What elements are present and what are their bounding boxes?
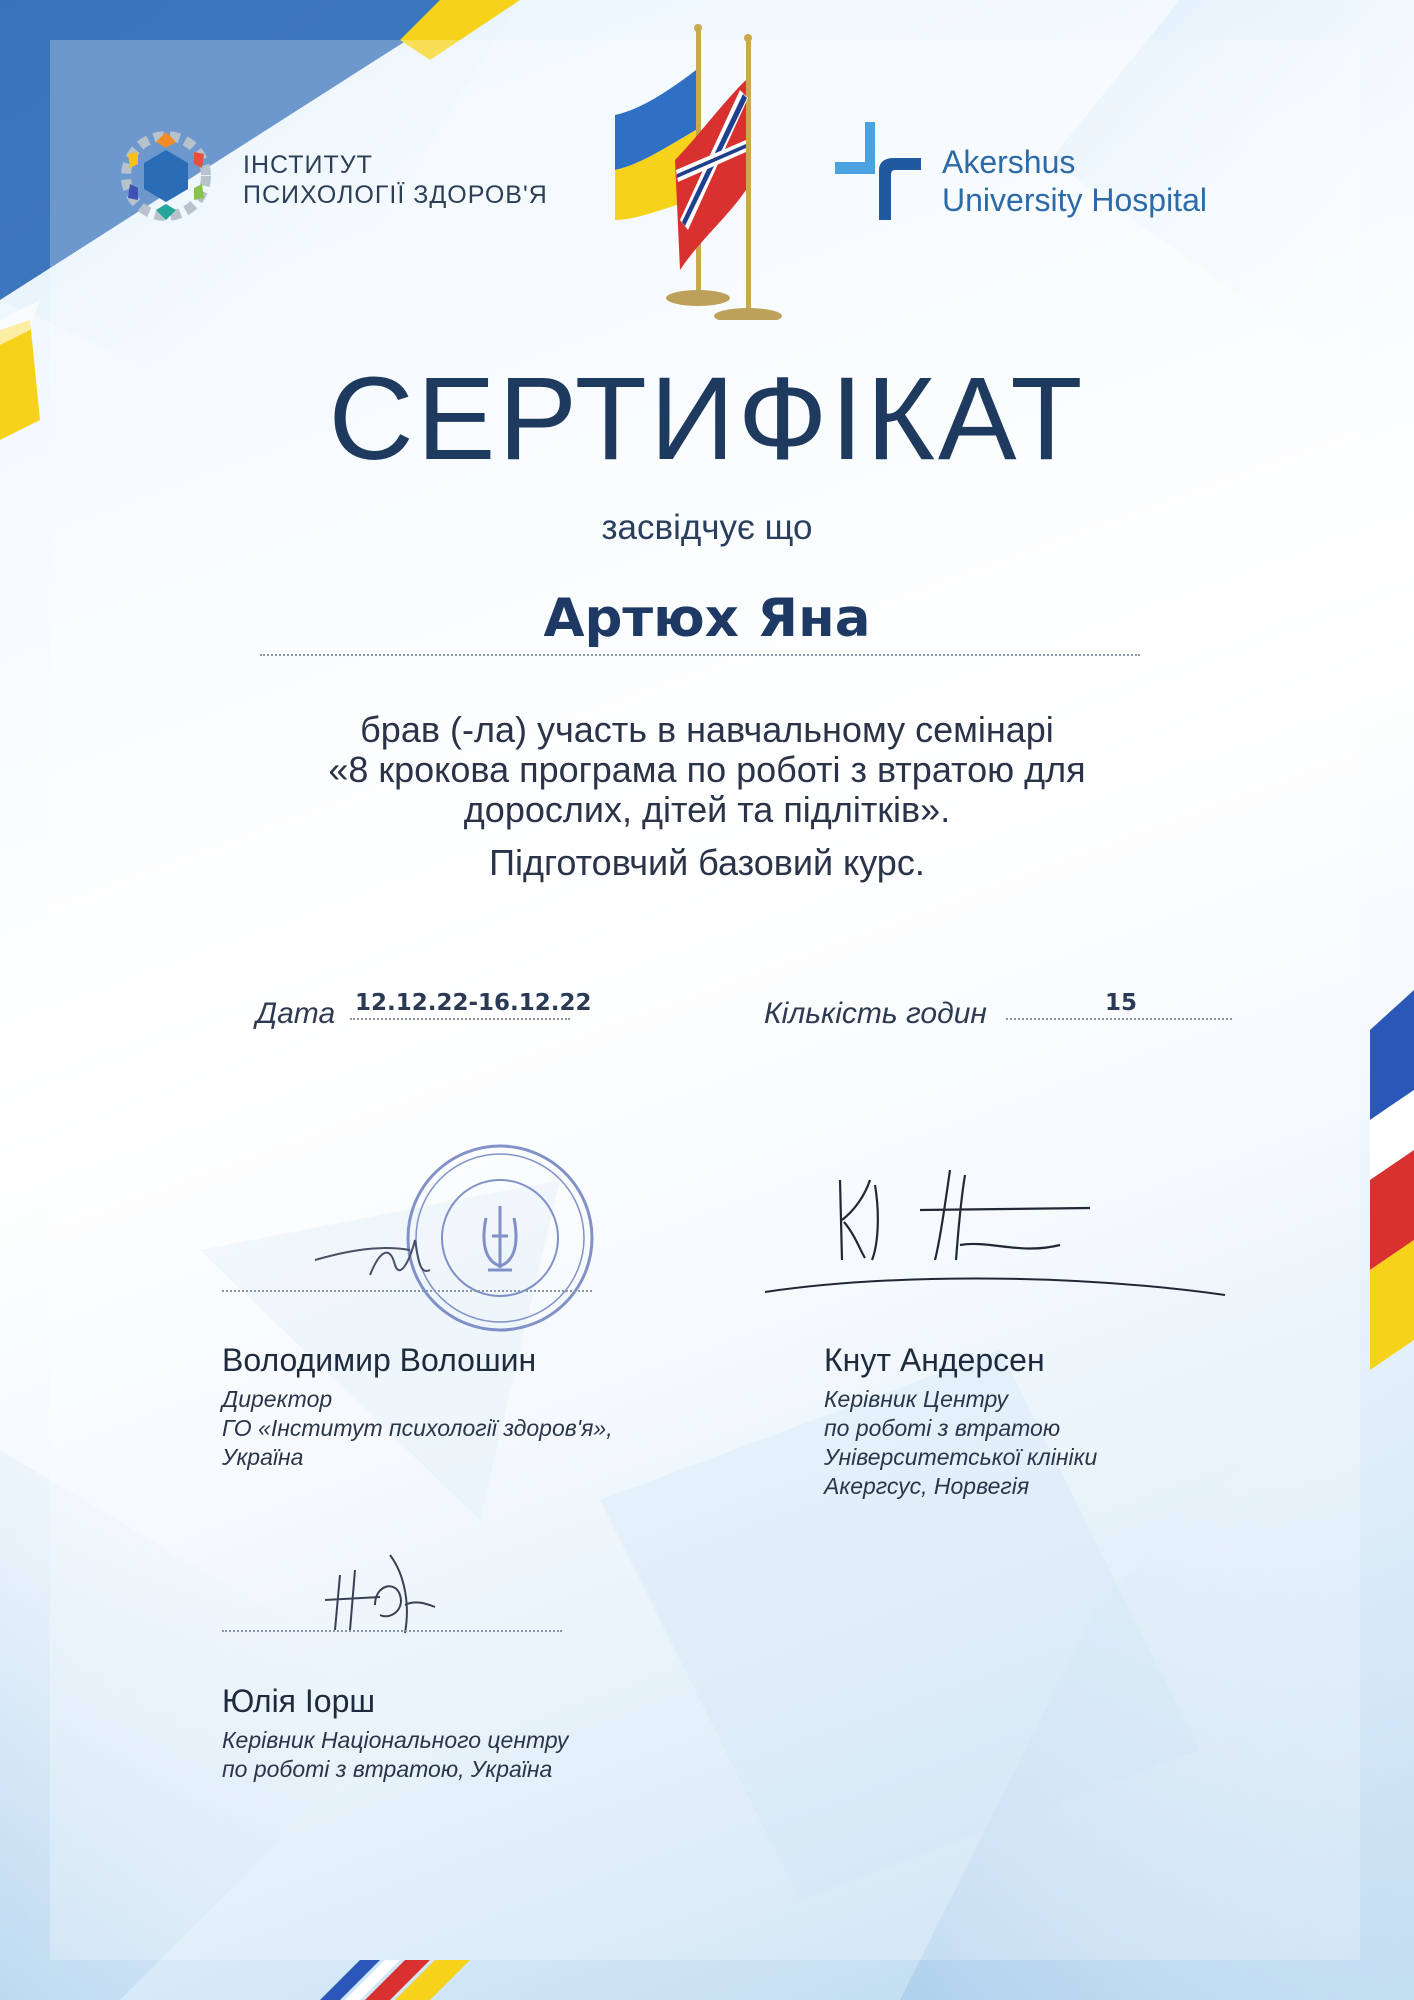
signature-line-3 — [222, 1630, 562, 1632]
signature-voloshyn — [310, 1220, 450, 1290]
body-line-3: дорослих, дітей та підлітків». — [463, 789, 951, 830]
signatory-2-role-2: по роботі з втратою — [824, 1415, 1061, 1441]
signatory-3-name: Юлія Іорш — [222, 1683, 376, 1719]
certificate-subtitle: засвідчує що — [601, 508, 813, 547]
recipient-name: Артюх Яна — [543, 588, 871, 649]
signatory-2-role-1: Керівник Центру — [824, 1386, 1009, 1412]
akershus-logo-text — [942, 143, 1207, 219]
signatory-1-role-3: Україна — [222, 1444, 304, 1470]
signature-iorsh — [320, 1545, 440, 1635]
body-line-2: «8 крокова програма по роботі з втратою для — [328, 749, 1086, 790]
date-label: Дата — [256, 997, 336, 1030]
signatory-2-role-3: Університетської клініки — [824, 1444, 1098, 1470]
signatory-1-role-2: ГО «Інститут психології здоров'я», — [222, 1415, 613, 1441]
body-line-1: брав (-ла) участь в навчальному семінарі — [360, 709, 1054, 750]
signatory-3-role-2: по роботі з втратою, Україна — [222, 1756, 553, 1782]
akershus-logo-line1: Akershus — [942, 144, 1076, 180]
signatory-2-name: Кнут Андерсен — [824, 1342, 1045, 1378]
hours-value: 15 — [1105, 990, 1138, 1016]
signature-line-1 — [222, 1290, 592, 1292]
signatory-3-role-1: Керівник Національного центру — [222, 1727, 569, 1753]
signature-andersen — [760, 1160, 1230, 1300]
signatory-2-role-4: Акергсус, Норвегія — [824, 1473, 1030, 1499]
certificate-title: СЕРТИФІКАТ — [328, 353, 1086, 485]
body-line-4: Підготовчий базовий курс. — [489, 842, 925, 883]
institute-logo-line2: ПСИХОЛОГІЇ ЗДОРОВ'Я — [243, 181, 548, 209]
signatory-1-name: Володимир Волошин — [222, 1342, 537, 1378]
institute-logo-text — [243, 150, 548, 210]
recipient-name-line — [260, 654, 1140, 656]
date-value: 12.12.22-16.12.22 — [355, 990, 592, 1016]
date-underline — [350, 1018, 570, 1020]
institute-logo-line1: ІНСТИТУТ — [243, 151, 373, 179]
signatory-1-role-1: Директор — [222, 1386, 333, 1412]
hours-underline — [1006, 1018, 1232, 1020]
institute-logo-icon — [118, 128, 214, 224]
akershus-logo-line2: University Hospital — [942, 182, 1207, 218]
flags-icon — [600, 20, 800, 320]
hours-label: Кількість годин — [764, 997, 987, 1030]
akershus-logo-icon — [835, 122, 921, 222]
